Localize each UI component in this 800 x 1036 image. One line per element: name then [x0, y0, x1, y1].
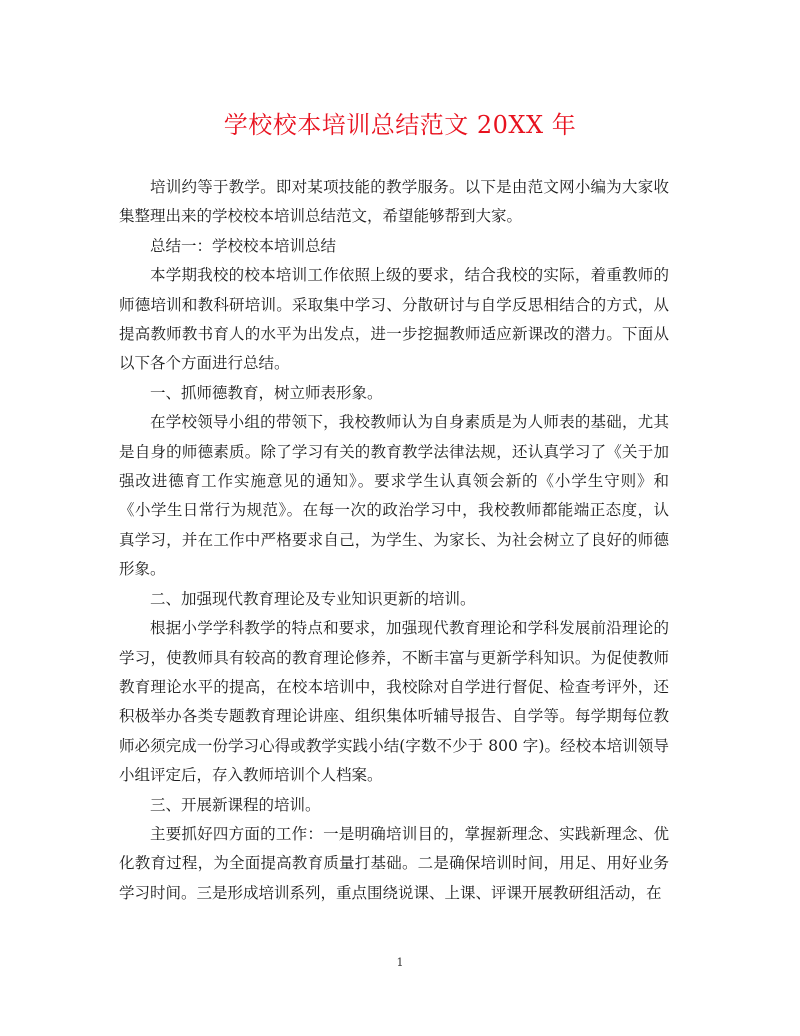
curriculum-paragraph: 主要抓好四方面的工作：一是明确培训目的，掌握新理念、实践新理念、优化教育过程，为全面提高教育质量打基础。二是确保培训时间，用足、用好业务学习时间。三是形成培训系列，重点围绕说课、上课、评课开展教研组活动，在: [119, 824, 669, 902]
overview-paragraph: 本学期我校的校本培训工作依照上级的要求，结合我校的实际，着重教师的师德培训和教科研培训。采取集中学习、分散研讨与自学反思相结合的方式，从提高教师教书育人的水平为出发点，进一步挖掘教师适应新课改的潜力。下面从以下各个方面进行总结。: [119, 266, 669, 373]
section-heading-summary-one: 总结一：学校校本培训总结: [150, 236, 337, 255]
section-heading-theory: 二、加强现代教育理论及专业知识更新的培训。: [150, 589, 476, 608]
theory-paragraph: 根据小学学科教学的特点和要求，加强现代教育理论和学科发展前沿理论的学习，使教师具有较高的教育理论修养，不断丰富与更新学科知识。为促使教师教育理论水平的提高，在校本培训中，我校除对自学进行督促、检查考评外，还积极举办各类专题教育理论讲座、组织集体听辅导报告、自学等。每学期每位教师必须完成一份学习心得或教学实践小结(字数不少于 800 字)。经校本培训领导小组评定后，存入教师培训个人档案。: [119, 619, 669, 785]
section-heading-ethics: 一、抓师德教育，树立师表形象。: [150, 383, 383, 402]
document-title: 学校校本培训总结范文 20XX 年: [223, 111, 577, 139]
ethics-paragraph: 在学校领导小组的带领下，我校教师认为自身素质是为人师表的基础，尤其是自身的师德素质。除了学习有关的教育教学法律法规，还认真学习了《关于加强改进德育工作实施意见的通知》。要求学生认真领会新的《小学生守则》和《小学生日常行为规范》。在每一次的政治学习中，我校教师都能端正态度，认真学习，并在工作中严格要求自己，为学生、为家长、为社会树立了良好的师德形象。: [119, 413, 669, 579]
page-number: 1: [396, 956, 404, 969]
section-heading-curriculum: 三、开展新课程的培训。: [150, 795, 321, 814]
intro-paragraph: 培训约等于教学。即对某项技能的教学服务。以下是由范文网小编为大家收集整理出来的学校校本培训总结范文，希望能够帮到大家。: [119, 178, 669, 226]
document-body: [119, 173, 669, 908]
